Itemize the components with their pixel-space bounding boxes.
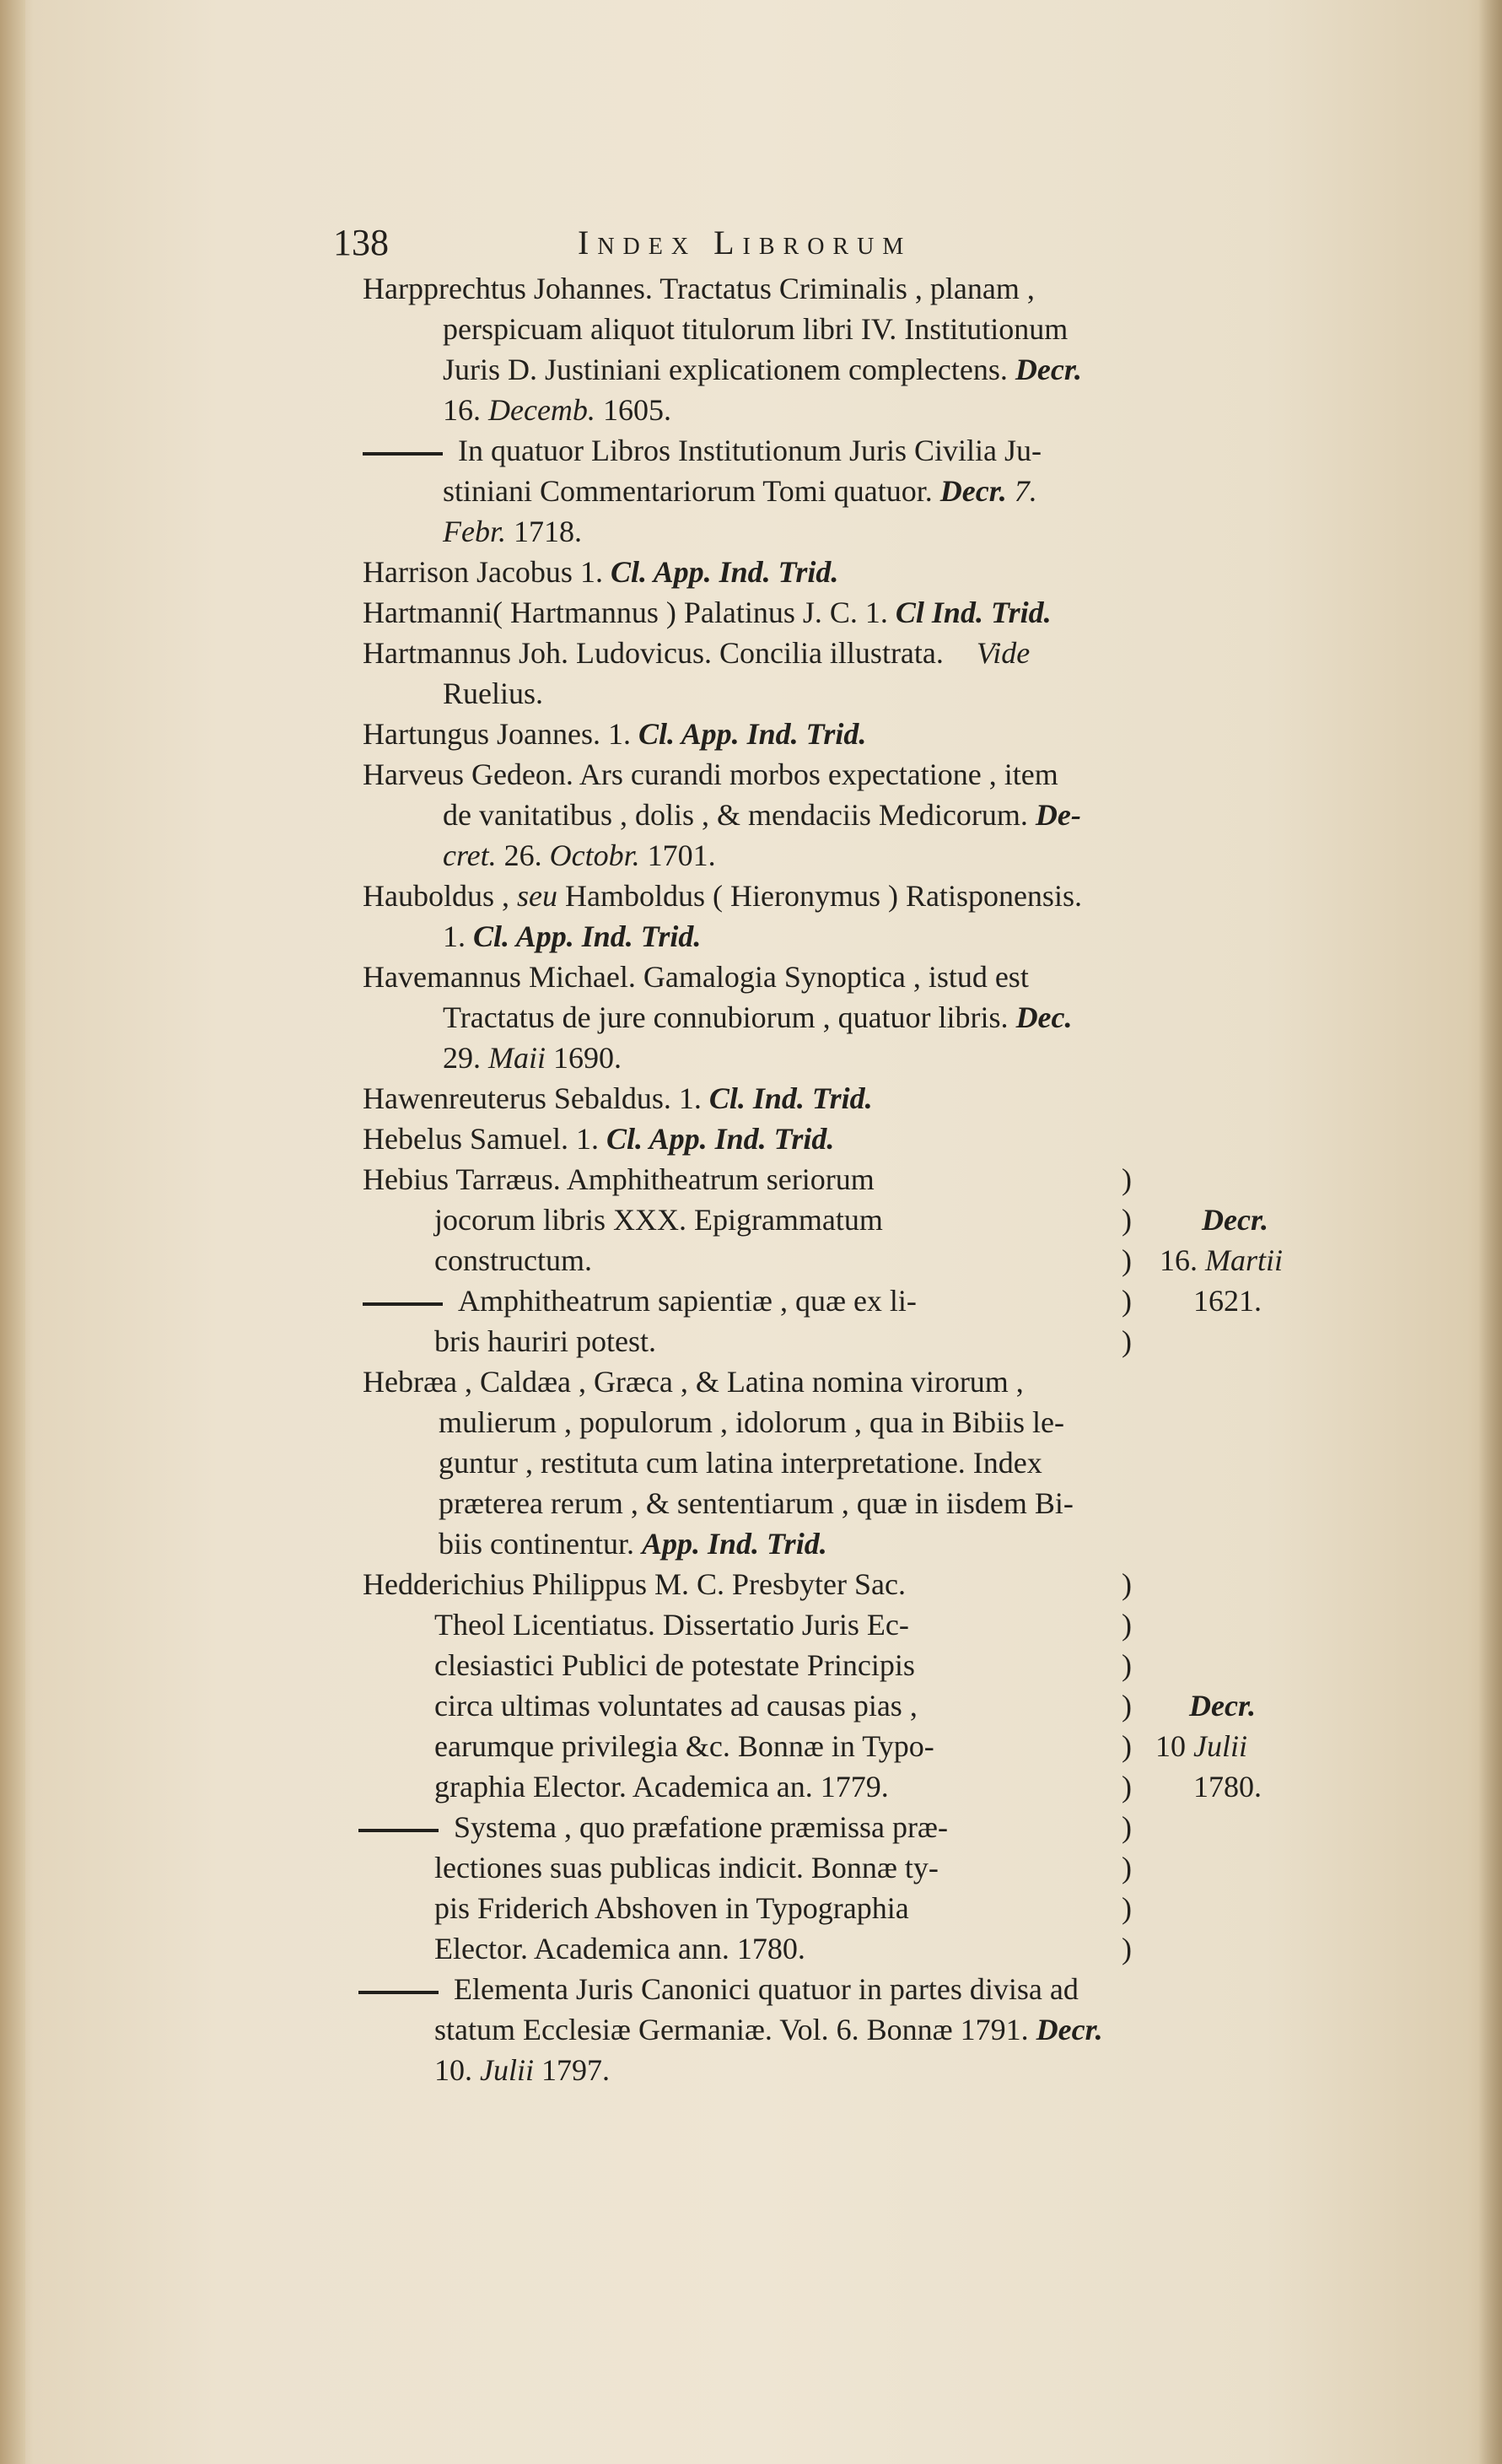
index-line: Ruelius. — [443, 677, 544, 710]
index-line: graphia Elector. Academica an. 1779. — [434, 1770, 889, 1804]
page-gutter — [0, 0, 25, 2464]
index-line: Amphitheatrum sapientiæ , quæ ex li- — [363, 1281, 917, 1321]
index-line: de vanitatibus , dolis , & mendaciis Medicorum. De- — [443, 798, 1081, 832]
decree-date: 16. Martii — [1160, 1243, 1284, 1277]
brace: ) — [1122, 1203, 1132, 1237]
index-line: jocorum libris XXX. Epigrammatum — [434, 1203, 883, 1237]
brace: ) — [1122, 1324, 1132, 1358]
index-line: guntur , restituta cum latina interpretatione. Index — [439, 1446, 1042, 1480]
brace: ) — [1122, 1689, 1132, 1723]
brace: ) — [1122, 1770, 1132, 1804]
index-line: Harrison Jacobus 1. Cl. App. Ind. Trid. — [363, 555, 839, 589]
brace: ) — [1122, 1851, 1132, 1884]
index-line: 16. Decemb. 1605. — [443, 393, 671, 427]
index-line: Hebræa , Caldæa , Græca , & Latina nomina virorum , — [363, 1365, 1024, 1399]
brace: ) — [1122, 1729, 1132, 1763]
index-line: bris hauriri potest. — [434, 1324, 656, 1358]
index-line: 29. Maii 1690. — [443, 1041, 622, 1075]
decree-label: Decr. — [1202, 1203, 1268, 1237]
index-line: Hartungus Joannes. 1. Cl. App. Ind. Trid. — [363, 717, 867, 751]
index-line: Hebius Tarræus. Amphitheatrum seriorum — [363, 1162, 875, 1196]
decree-label: Decr. — [1189, 1689, 1256, 1723]
index-line: cret. 26. Octobr. 1701. — [443, 838, 716, 872]
index-line: Theol Licentiatus. Dissertatio Juris Ec- — [434, 1608, 909, 1642]
index-line: Hauboldus , seu Hamboldus ( Hieronymus ) Ratisponensis. — [363, 879, 1082, 913]
running-header — [333, 221, 1176, 272]
decree-date: 10 Julii — [1155, 1729, 1247, 1763]
index-line: Tractatus de jure connubiorum , quatuor libris. Dec. — [443, 1000, 1073, 1034]
brace: ) — [1122, 1648, 1132, 1682]
index-line: pis Friderich Abshoven in Typographia — [434, 1891, 909, 1925]
brace: ) — [1122, 1810, 1132, 1844]
index-line: circa ultimas voluntates ad causas pias , — [434, 1689, 918, 1723]
index-line: mulierum , populorum , idolorum , qua in Bibiis le- — [439, 1405, 1064, 1439]
index-line: Hartmanni( Hartmannus ) Palatinus J. C. 1. Cl Ind. Trid. — [363, 596, 1052, 629]
index-line: lectiones suas publicas indicit. Bonnæ ty- — [434, 1851, 939, 1884]
brace: ) — [1122, 1284, 1132, 1318]
index-line: Systema , quo præfatione præmissa præ- — [358, 1807, 948, 1847]
index-line: 10. Julii 1797. — [434, 2053, 610, 2087]
decree-year: 1621. — [1193, 1284, 1262, 1318]
index-line: Hartmannus Joh. Ludovicus. Concilia illustrata. Vide — [363, 636, 1031, 670]
page-number: 138 — [333, 222, 389, 263]
index-line: Hedderichius Philippus M. C. Presbyter Sac. — [363, 1567, 906, 1601]
brace: ) — [1122, 1891, 1132, 1925]
index-line: Harpprechtus Johannes. Tractatus Criminalis , planam , — [363, 272, 1035, 305]
index-line: In quatuor Libros Institutionum Juris Civilia Ju- — [363, 430, 1042, 471]
index-line: perspicuam aliquot titulorum libri IV. Institutionum — [443, 312, 1069, 346]
brace: ) — [1122, 1162, 1132, 1196]
index-line: Harveus Gedeon. Ars curandi morbos expectatione , item — [363, 758, 1058, 791]
index-line: stiniani Commentariorum Tomi quatuor. Decr. 7. — [443, 474, 1037, 508]
index-line: præterea rerum , & sententiarum , quæ in iisdem Bi- — [439, 1486, 1074, 1520]
index-line: Elector. Academica ann. 1780. — [434, 1932, 805, 1965]
index-line: Febr. 1718. — [443, 515, 582, 548]
running-head-title: Index Librorum — [578, 224, 913, 261]
decree-year: 1780. — [1193, 1770, 1262, 1804]
index-line: 1. Cl. App. Ind. Trid. — [443, 919, 702, 953]
brace: ) — [1122, 1243, 1132, 1277]
index-line: Havemannus Michael. Gamalogia Synoptica , istud est — [363, 960, 1029, 994]
index-line: Juris D. Justiniani explicationem complectens. Decr. — [443, 353, 1082, 386]
index-line: biis continentur. App. Ind. Trid. — [439, 1527, 827, 1561]
index-line: clesiastici Publici de potestate Principis — [434, 1648, 915, 1682]
page-edge — [1478, 0, 1502, 2464]
brace: ) — [1122, 1608, 1132, 1642]
index-line: statum Ecclesiæ Germaniæ. Vol. 6. Bonnæ 1791. Decr. — [434, 2013, 1103, 2046]
index-line: constructum. — [434, 1243, 592, 1277]
brace: ) — [1122, 1567, 1132, 1601]
index-line: Elementa Juris Canonici quatuor in partes divisa ad — [358, 1969, 1079, 2009]
index-line: Hebelus Samuel. 1. Cl. App. Ind. Trid. — [363, 1122, 835, 1156]
index-line: earumque privilegia &c. Bonnæ in Typo- — [434, 1729, 934, 1763]
brace: ) — [1122, 1932, 1132, 1965]
index-line: Hawenreuterus Sebaldus. 1. Cl. Ind. Trid. — [363, 1081, 873, 1115]
